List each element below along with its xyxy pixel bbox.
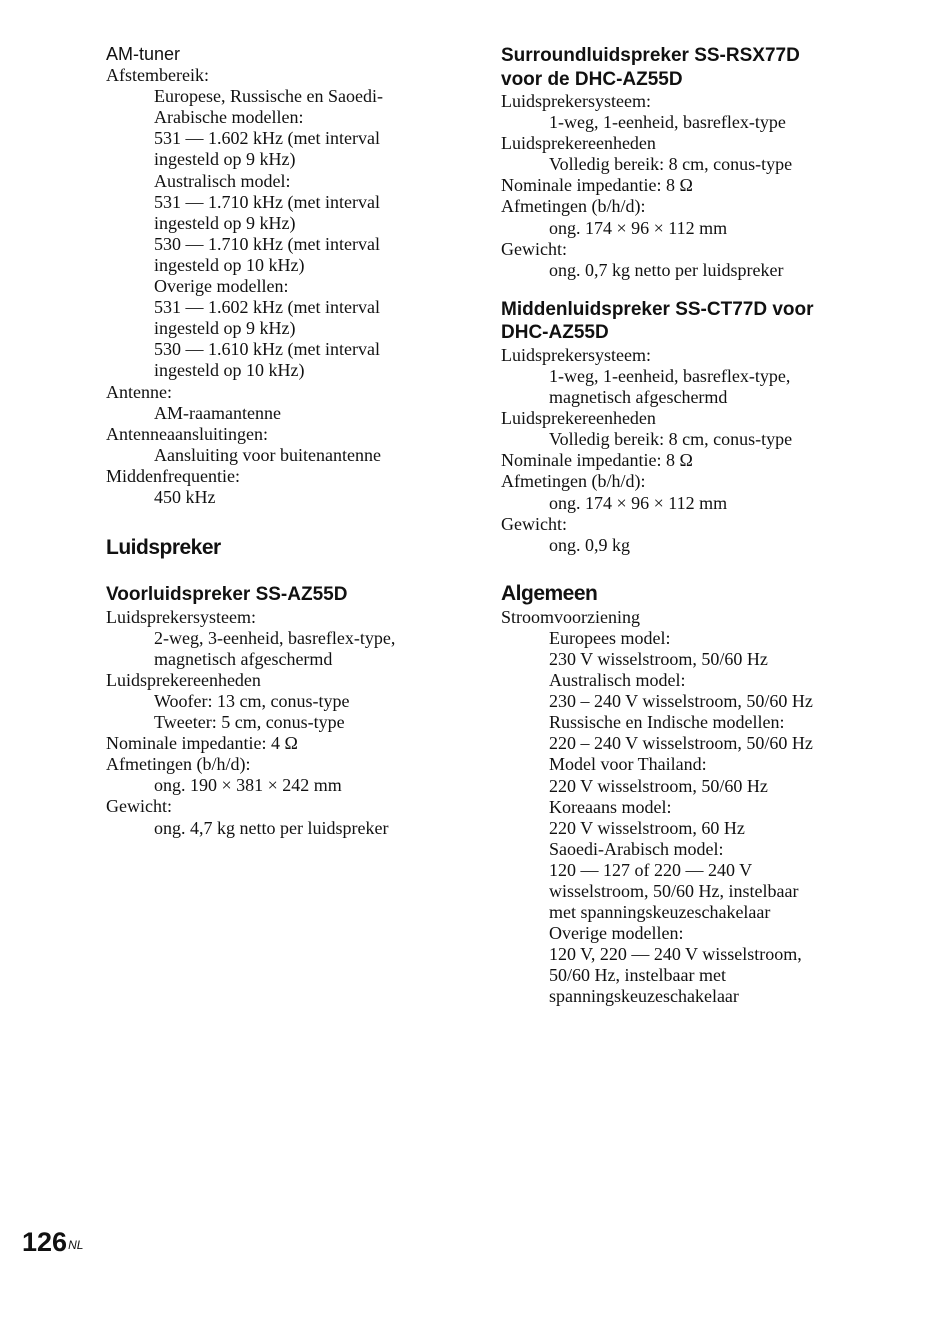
spec-line: Saoedi-Arabisch model:: [549, 838, 724, 859]
spec-line: Woofer: 13 cm, conus-type: [154, 690, 350, 711]
antenna-value: AM-raamantenne: [154, 402, 281, 423]
spec-line: Overige modellen:: [154, 276, 289, 297]
intermediate-frequency-label: Middenfrequentie:: [106, 465, 240, 486]
front-speaker-title: Voorluidspreker SS-AZ55D: [106, 584, 348, 606]
speaker-heading: Luidspreker: [106, 536, 221, 560]
surround-speaker-section: [501, 44, 921, 281]
spec-line: 530 — 1.610 kHz (met interval: [154, 339, 380, 360]
spec-line: Australisch model:: [549, 670, 686, 691]
front-speaker-section: [106, 583, 506, 839]
weight-label: Gewicht:: [501, 513, 567, 534]
weight-value: ong. 4,7 kg netto per luidspreker: [154, 817, 389, 838]
spec-line: Europese, Russische en Saoedi-: [154, 86, 383, 107]
right-column: [501, 44, 921, 1008]
page-number: [22, 1226, 83, 1258]
speaker-system-label: Luidsprekersysteem:: [501, 91, 651, 111]
spec-line: Model voor Thailand:: [549, 754, 707, 775]
spec-line: 531 — 1.602 kHz (met interval: [154, 297, 380, 318]
surround-speaker-title: Surroundluidspreker SS-RSX77D: [501, 45, 800, 66]
spec-line: Europees model:: [549, 627, 671, 648]
power-supply-list: [501, 628, 921, 1008]
speaker-system-label: Luidsprekersysteem:: [501, 344, 651, 365]
spec-line: Overige modellen:: [549, 923, 684, 944]
spec-line: 220 – 240 V wisselstroom, 50/60 Hz: [549, 733, 813, 754]
spec-line: 220 V wisselstroom, 60 Hz: [549, 817, 745, 838]
spec-line: ingesteld op 10 kHz): [154, 360, 305, 381]
spec-line: 230 V wisselstroom, 50/60 Hz: [549, 648, 768, 669]
antenna-terminals-label: Antenneaansluitingen:: [106, 423, 268, 444]
spec-line: magnetisch afgeschermd: [154, 648, 333, 669]
spec-line: 230 – 240 V wisselstroom, 50/60 Hz: [549, 691, 813, 712]
impedance-line: Nominale impedantie: 8 Ω: [501, 175, 693, 196]
spec-line: met spanningskeuzeschakelaar: [549, 902, 771, 923]
antenna-label: Antenne:: [106, 381, 172, 402]
dimensions-value: ong. 190 × 381 × 242 mm: [154, 775, 342, 796]
spec-line: magnetisch afgeschermd: [549, 387, 728, 408]
spec-line: 1-weg, 1-eenheid, basreflex-type: [549, 112, 786, 133]
spec-line: spanningskeuzeschakelaar: [549, 986, 739, 1007]
am-tuner-title: AM-tuner: [106, 44, 181, 64]
dimensions-label: Afmetingen (b/h/d):: [501, 196, 646, 217]
spec-line: 2-weg, 3-eenheid, basreflex-type,: [154, 627, 396, 648]
impedance-line: Nominale impedantie: 8 Ω: [501, 450, 693, 471]
speaker-units-label: Luidsprekereenheden: [106, 669, 261, 690]
weight-label: Gewicht:: [106, 796, 172, 817]
spec-line: 530 — 1.710 kHz (met interval: [154, 233, 380, 254]
spec-line: 220 V wisselstroom, 50/60 Hz: [549, 775, 768, 796]
dimensions-value: ong. 174 × 96 × 112 mm: [549, 217, 728, 238]
spec-line: Koreaans model:: [549, 796, 672, 817]
center-speaker-section: [501, 298, 921, 556]
spec-line: Australisch model:: [154, 170, 291, 191]
tuning-range-label: Afstembereik:: [106, 65, 209, 86]
spec-line: 531 — 1.710 kHz (met interval: [154, 191, 380, 212]
weight-label: Gewicht:: [501, 238, 567, 259]
spec-line: 120 — 127 of 220 — 240 V: [549, 859, 753, 880]
weight-value: ong. 0,7 kg netto per luidspreker: [549, 259, 784, 280]
spec-line: ingesteld op 9 kHz): [154, 149, 296, 170]
am-tuner-section: [106, 44, 506, 508]
general-heading: Algemeen: [501, 581, 598, 605]
power-supply-label: Stroomvoorziening: [501, 606, 640, 627]
speaker-units-label: Luidsprekereenheden: [501, 408, 656, 429]
dimensions-label: Afmetingen (b/h/d):: [501, 471, 646, 492]
tuning-range-list: [106, 86, 506, 381]
general-section: [501, 580, 921, 1008]
surround-speaker-title-cont: voor de DHC-AZ55D: [501, 68, 683, 90]
spec-line: Volledig bereik: 8 cm, conus-type: [549, 429, 793, 450]
spec-line: 50/60 Hz, instelbaar met: [549, 965, 726, 986]
antenna-terminals-value: Aansluiting voor buitenantenne: [154, 444, 381, 465]
spec-line: 120 V, 220 — 240 V wisselstroom,: [549, 944, 802, 965]
spec-line: Tweeter: 5 cm, conus-type: [154, 712, 345, 733]
spec-line: Arabische modellen:: [154, 107, 304, 128]
center-speaker-title-cont: DHC-AZ55D: [501, 322, 609, 344]
spec-line: Volledig bereik: 8 cm, conus-type: [549, 154, 793, 175]
weight-value: ong. 0,9 kg: [549, 534, 630, 555]
spec-line: ingesteld op 9 kHz): [154, 212, 296, 233]
spec-line: ingesteld op 9 kHz): [154, 318, 296, 339]
spec-line: 1-weg, 1-eenheid, basreflex-type,: [549, 365, 791, 386]
spec-line: wisselstroom, 50/60 Hz, instelbaar: [549, 881, 799, 901]
dimensions-value: ong. 174 × 96 × 112 mm: [549, 492, 728, 513]
speaker-units-label: Luidsprekereenheden: [501, 133, 656, 154]
intermediate-frequency-value: 450 kHz: [154, 486, 216, 507]
impedance-line: Nominale impedantie: 4 Ω: [106, 733, 298, 754]
dimensions-label: Afmetingen (b/h/d):: [106, 754, 251, 775]
language-code: NL: [68, 1238, 84, 1252]
center-speaker-title: Middenluidspreker SS-CT77D voor: [501, 298, 814, 320]
spec-line: Russische en Indische modellen:: [549, 712, 785, 733]
spec-line: ingesteld op 10 kHz): [154, 254, 305, 275]
left-column: [106, 44, 506, 839]
page-number-value: 126: [22, 1227, 68, 1257]
speaker-system-label: Luidsprekersysteem:: [106, 606, 256, 627]
spec-line: 531 — 1.602 kHz (met interval: [154, 128, 380, 149]
